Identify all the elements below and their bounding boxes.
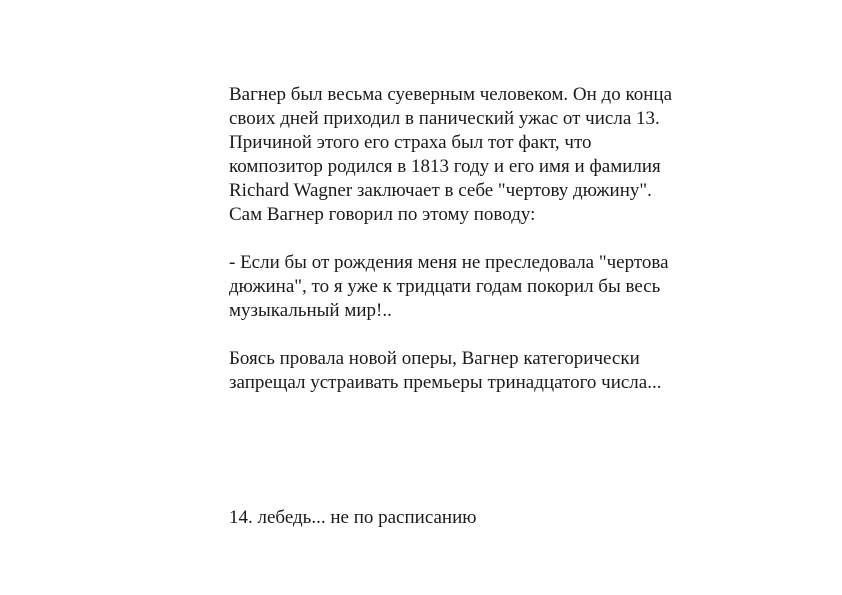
text-line: - Если бы от рождения меня не преследовала "чертова bbox=[229, 252, 669, 273]
text-line: композитор родился в 1813 году и его имя и фамилия bbox=[229, 156, 661, 177]
text-line: Причиной этого его страха был тот факт, что bbox=[229, 132, 592, 153]
paragraph-quote bbox=[229, 251, 789, 323]
text-line: музыкальный мир!.. bbox=[229, 300, 392, 321]
text-line: Вагнер был весьма суеверным человеком. Он до конца bbox=[229, 84, 673, 105]
text-line: дюжина", то я уже к тридцати годам покорил бы весь bbox=[229, 276, 661, 297]
text-line: Боясь провала новой оперы, Вагнер категорически bbox=[229, 348, 640, 369]
text-line: запрещал устраивать премьеры тринадцатого числа... bbox=[229, 372, 662, 393]
next-section-heading: 14. лебедь... не по расписанию bbox=[229, 507, 477, 528]
paragraph-gap bbox=[229, 227, 789, 251]
text-line: Richard Wagner заключает в себе "чертову дюжину". bbox=[229, 180, 652, 201]
text-line: своих дней приходил в панический ужас от числа 13. bbox=[229, 108, 660, 129]
paragraph-premieres bbox=[229, 347, 789, 395]
paragraph-superstition bbox=[229, 83, 789, 227]
paragraph-gap bbox=[229, 323, 789, 347]
main-text-block bbox=[229, 83, 789, 395]
text-line: Сам Вагнер говорил по этому поводу: bbox=[229, 204, 536, 225]
